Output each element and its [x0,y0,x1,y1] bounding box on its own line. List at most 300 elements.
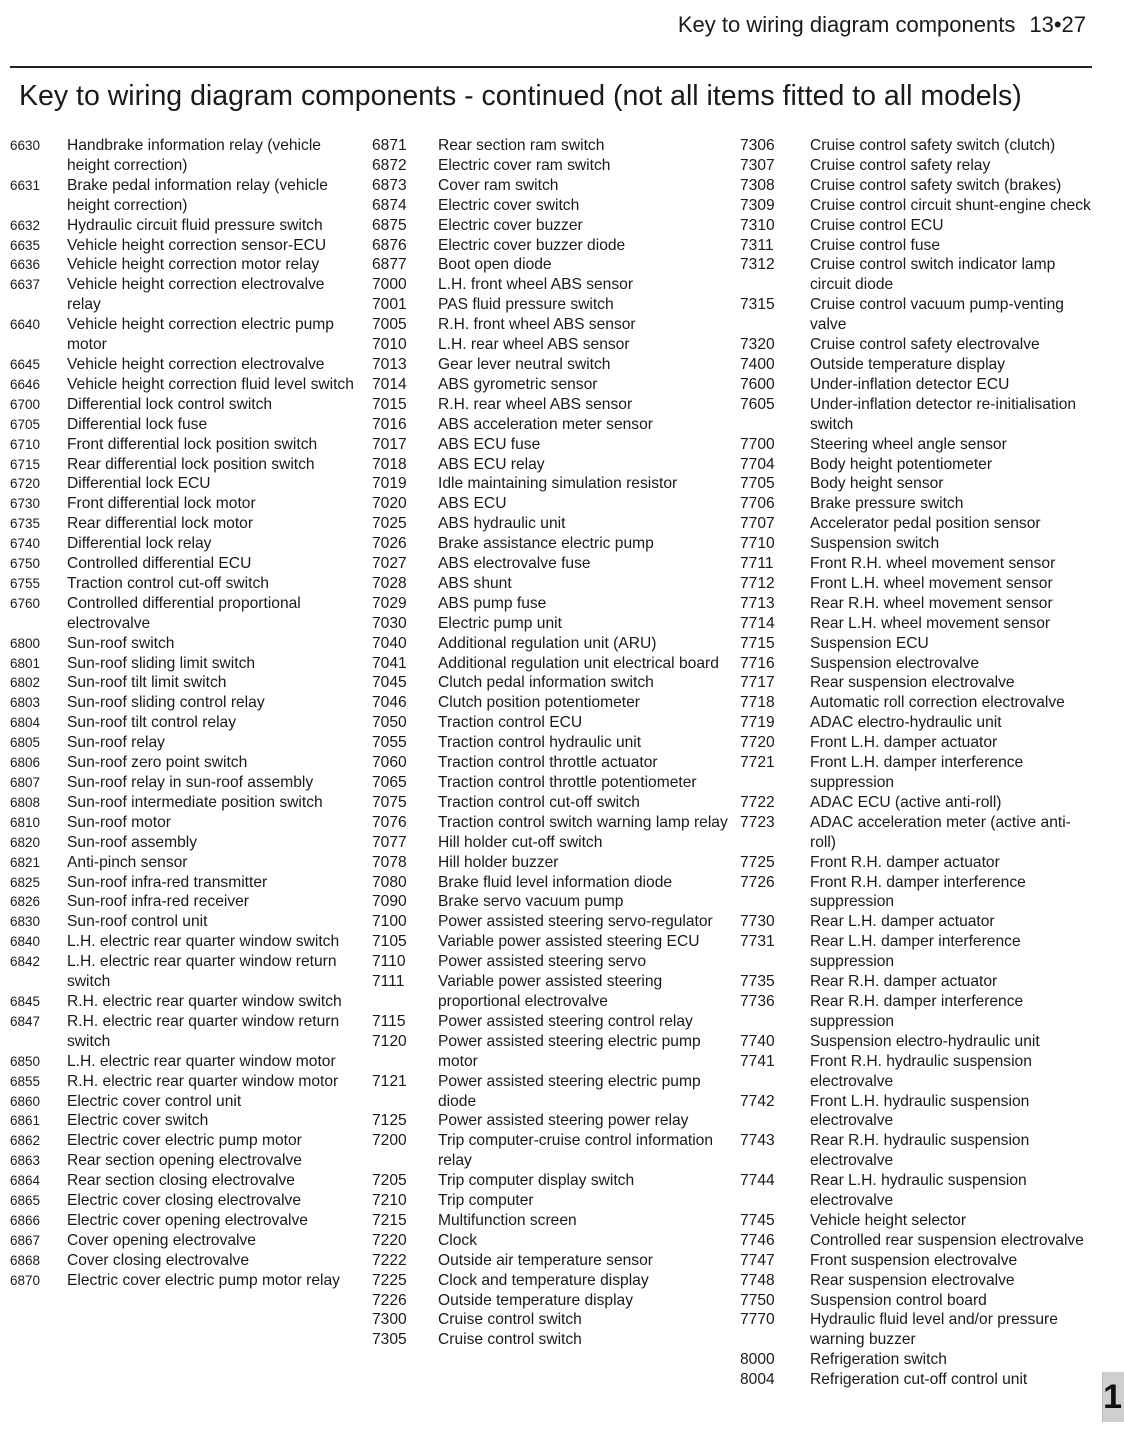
component-entry [10,873,360,893]
component-code: 7716 [740,654,775,672]
component-description: Sun-roof control unit [67,913,208,931]
component-entry [372,574,737,594]
component-description: Automatic roll correction electrovalve [810,694,1065,712]
component-description: Sun-roof switch [67,634,175,652]
component-code: 7030 [372,614,407,632]
component-code: 7748 [740,1271,775,1289]
component-description: Cruise control safety switch (clutch) [810,137,1056,154]
component-entry [372,415,737,435]
component-entry [10,793,360,813]
component-code: 7016 [372,415,407,433]
component-entry [372,1271,737,1291]
component-code: 6806 [10,755,41,771]
component-entry [740,1271,1095,1291]
component-description: Under-inflation detector re-initialisation switch [810,395,1077,433]
component-code: 7721 [740,754,775,772]
component-description: ABS electrovalve fuse [438,555,591,573]
component-description: Power assisted steering servo-regulator [438,913,713,931]
component-description: Brake assistance electric pump [438,535,654,553]
component-entry [10,255,360,275]
component-description: Cover closing electrovalve [67,1251,250,1269]
component-code: 6705 [10,416,41,432]
component-code: 7005 [372,316,407,334]
component-description: Suspension electro-hydraulic unit [810,1032,1040,1050]
component-code: 7726 [740,873,775,891]
component-entry [372,753,737,773]
component-description: Power assisted steering electric pump diode [438,1072,701,1110]
component-code: 6803 [10,695,41,711]
component-description: Clutch position potentiometer [438,694,640,712]
component-description: Traction control hydraulic unit [438,734,642,752]
component-code: 6730 [10,496,41,512]
component-code: 7600 [740,375,775,393]
component-description: Controlled rear suspension electrovalve [810,1231,1084,1249]
component-description: Hydraulic circuit fluid pressure switch [67,216,323,234]
component-description: Clock [438,1231,477,1249]
component-entry [740,554,1095,574]
component-code: 7001 [372,296,407,314]
component-description: Outside air temperature sensor [438,1251,653,1269]
component-entry [10,455,360,475]
component-entry [740,335,1095,355]
component-entry [740,873,1095,913]
component-entry [740,494,1095,514]
component-description: Additional regulation unit (ARU) [438,634,657,652]
component-description: Suspension ECU [810,634,929,652]
component-entry [372,435,737,455]
component-code: 7310 [740,216,775,234]
component-code: 6873 [372,176,407,194]
component-code: 6740 [10,536,41,552]
component-entry [740,1231,1095,1251]
component-entry [740,1310,1095,1350]
component-entry [740,1131,1095,1171]
component-code: 7745 [740,1211,775,1229]
component-code: 7014 [372,375,407,393]
component-code: 6864 [10,1173,41,1189]
component-entry [10,474,360,494]
component-description: Sun-roof intermediate position switch [67,793,323,811]
component-code: 6720 [10,476,41,492]
component-code: 6710 [10,436,41,452]
component-code: 7121 [372,1072,407,1090]
component-entry [372,693,737,713]
component-description: R.H. electric rear quarter window switch [67,992,342,1010]
component-description: Front R.H. wheel movement sensor [810,555,1056,573]
component-code: 7306 [740,137,775,154]
component-code: 7078 [372,853,407,871]
component-code: 7090 [372,893,407,911]
component-entry [372,654,737,674]
component-entry [740,136,1095,156]
component-entry [372,952,737,972]
component-code: 7711 [740,555,774,573]
component-code: 6637 [10,277,41,293]
component-code: 7050 [372,714,407,732]
component-description: Cruise control ECU [810,216,944,234]
component-code: 7706 [740,495,775,513]
component-entry [372,853,737,873]
component-code: 6868 [10,1252,41,1268]
component-code: 7750 [740,1291,775,1309]
component-code: 7722 [740,793,775,811]
component-entry [10,395,360,415]
component-code: 7215 [372,1211,407,1229]
component-description: Cruise control safety switch (brakes) [810,176,1062,194]
component-entry [372,156,737,176]
header-rule [10,66,1092,68]
component-description: Vehicle height correction electric pump motor [67,316,334,354]
component-entry [740,733,1095,753]
component-entry [10,892,360,912]
component-entry [372,1330,737,1350]
component-description: Cruise control switch indicator lamp circuit diode [810,256,1056,294]
component-entry [740,255,1095,295]
component-description: L.H. rear wheel ABS sensor [438,336,630,354]
component-entry [10,136,360,176]
running-header [678,12,1086,38]
component-code: 6715 [10,456,41,472]
component-description: Refrigeration cut-off control unit [810,1371,1028,1389]
component-description: Differential lock ECU [67,475,211,493]
component-entry [10,992,360,1012]
component-entry [10,275,360,315]
component-code: 7077 [372,833,407,851]
component-code: 7744 [740,1172,775,1190]
component-entry [740,614,1095,634]
component-description: Accelerator pedal position sensor [810,515,1041,533]
component-entry [10,554,360,574]
component-entry [10,415,360,435]
component-code: 7210 [372,1192,407,1210]
component-description: Power assisted steering servo [438,953,647,971]
component-description: ABS shunt [438,574,512,592]
component-description: Rear L.H. damper actuator [810,913,995,931]
component-description: Front differential lock motor [67,495,256,513]
component-description: Front L.H. wheel movement sensor [810,574,1053,592]
component-entry [10,1092,360,1112]
component-code: 6855 [10,1073,41,1089]
component-description: Traction control cut-off switch [67,574,269,592]
component-description: R.H. rear wheel ABS sensor [438,395,633,413]
component-code: 6845 [10,993,41,1009]
component-entry [740,793,1095,813]
component-description: Brake fluid level information diode [438,873,673,891]
component-code: 7715 [740,634,775,652]
component-code: 6807 [10,775,41,790]
component-column-3 [740,136,1095,1390]
component-description: Vehicle height correction electrovalve [67,355,325,373]
component-description: Rear section opening electrovalve [67,1152,302,1170]
component-code: 6876 [372,236,407,254]
component-entry [740,1171,1095,1211]
component-code: 6840 [10,934,41,950]
component-entry [740,474,1095,494]
component-entry [372,236,737,256]
component-code: 7018 [372,455,407,473]
component-description: Traction control throttle actuator [438,754,658,772]
component-description: Variable power assisted steering ECU [438,933,700,951]
component-entry [372,395,737,415]
component-description: Hill holder buzzer [438,853,559,871]
component-code: 6870 [10,1272,41,1288]
component-entry [372,594,737,614]
component-column-1 [10,136,360,1291]
component-entry [372,216,737,236]
component-code: 6636 [10,257,41,273]
component-entry [740,355,1095,375]
component-code: 7740 [740,1032,775,1050]
component-code: 6877 [372,256,407,274]
component-description: Clutch pedal information switch [438,674,654,692]
component-entry [10,375,360,395]
component-code: 6805 [10,735,41,751]
component-description: Traction control switch warning lamp relay [438,813,728,831]
component-entry [10,932,360,952]
component-code: 7308 [740,176,775,194]
component-description: Front R.H. damper interference suppression [810,873,1026,911]
component-description: Steering wheel angle sensor [810,435,1007,453]
component-description: ABS gyrometric sensor [438,375,598,393]
component-entry [10,733,360,753]
component-description: Sun-roof tilt control relay [67,714,237,732]
component-code: 7305 [372,1331,407,1349]
component-entry [740,395,1095,435]
component-code: 7025 [372,515,407,533]
component-entry [10,1231,360,1251]
component-entry [740,713,1095,733]
component-code: 6863 [10,1153,41,1169]
component-code: 6635 [10,237,41,253]
component-entry [10,1171,360,1191]
component-entry [10,494,360,514]
component-description: Outside temperature display [810,355,1006,373]
component-description: Electric cover buzzer [438,216,583,234]
component-entry [372,1251,737,1271]
component-entry [10,176,360,216]
component-description: Cover ram switch [438,176,559,194]
component-code: 7065 [372,774,407,791]
running-title: Key to wiring diagram components [677,12,1016,37]
component-description: Rear section ram switch [438,137,605,154]
component-entry [740,1092,1095,1132]
component-code: 6865 [10,1193,41,1209]
component-description: Power assisted steering power relay [438,1112,689,1130]
component-code: 6800 [10,635,41,651]
component-code: 7027 [372,555,407,573]
component-entry [372,255,737,275]
component-code: 7026 [372,535,407,553]
component-entry [10,1191,360,1211]
component-description: Idle maintaining simulation resistor [438,475,678,493]
component-entry [740,1052,1095,1092]
component-description: Additional regulation unit electrical board [438,654,719,672]
component-entry [740,1370,1095,1390]
component-entry [372,494,737,514]
component-code: 7105 [372,933,407,951]
component-description: L.H. electric rear quarter window motor [67,1052,336,1070]
component-description: Rear L.H. wheel movement sensor [810,614,1051,632]
component-entry [10,1111,360,1131]
component-description: Brake pressure switch [810,495,964,513]
component-description: L.H. front wheel ABS sensor [438,276,634,294]
component-code: 7742 [740,1092,775,1110]
component-entry [372,972,737,1012]
component-entry [10,574,360,594]
component-entry [10,952,360,992]
component-code: 7746 [740,1231,775,1249]
component-description: Vehicle height selector [810,1211,967,1229]
component-entry [740,1251,1095,1271]
component-description: Cover opening electrovalve [67,1231,256,1249]
component-entry [10,813,360,833]
component-description: Multifunction screen [438,1211,577,1229]
component-description: Front R.H. damper actuator [810,853,1000,871]
component-entry [372,355,737,375]
component-entry [10,1271,360,1291]
component-entry [10,216,360,236]
component-code: 6646 [10,376,41,392]
component-description: L.H. electric rear quarter window return switch [67,953,337,991]
component-entry [372,912,737,932]
component-description: Rear suspension electrovalve [810,1271,1015,1289]
component-code: 6862 [10,1133,41,1149]
component-description: Cruise control safety electrovalve [810,336,1040,354]
component-entry [740,514,1095,534]
component-description: Front suspension electrovalve [810,1251,1018,1269]
component-entry [372,1171,737,1191]
component-entry [10,912,360,932]
component-description: L.H. electric rear quarter window switch [67,933,340,951]
component-description: Boot open diode [438,256,552,274]
component-entry [740,693,1095,713]
component-description: Front L.H. damper actuator [810,734,998,752]
component-entry [372,932,737,952]
component-description: Rear R.H. wheel movement sensor [810,594,1053,612]
component-entry [372,1231,737,1251]
component-code: 7712 [740,574,775,592]
component-code: 7010 [372,336,407,354]
component-entry [372,375,737,395]
component-description: Suspension switch [810,535,940,553]
component-code: 6860 [10,1093,41,1109]
component-description: Power assisted steering electric pump motor [438,1032,701,1070]
component-description: Rear differential lock motor [67,515,254,533]
component-code: 7226 [372,1291,407,1309]
component-entry [372,713,737,733]
component-code: 7713 [740,594,775,612]
component-entry [740,1350,1095,1370]
component-entry [740,216,1095,236]
component-code: 6830 [10,914,41,930]
component-description: Refrigeration switch [810,1351,947,1369]
component-description: ABS pump fuse [438,594,547,612]
section-tab: 1 [1102,1372,1124,1422]
component-entry [372,136,737,156]
component-description: ADAC acceleration meter (active anti-roll) [810,813,1071,851]
component-code: 6645 [10,356,41,372]
component-entry [10,673,360,693]
component-code: 7045 [372,674,407,692]
component-entry [372,1291,737,1311]
component-entry [740,813,1095,853]
component-description: Suspension control board [810,1291,987,1309]
component-code: 6842 [10,954,41,970]
component-entry [10,236,360,256]
component-code: 7705 [740,475,775,493]
component-code: 6872 [372,156,407,174]
component-description: Variable power assisted steering proportional electrovalve [438,973,663,1010]
component-entry [10,514,360,534]
component-entry [10,594,360,634]
component-code: 7605 [740,395,775,413]
component-code: 6750 [10,556,41,572]
component-description: Electric cover control unit [67,1092,242,1110]
component-code: 7731 [740,933,775,951]
component-description: Clock and temperature display [438,1271,649,1289]
component-description: Rear R.H. damper actuator [810,973,998,991]
component-entry [10,1052,360,1072]
component-entry [740,574,1095,594]
component-code: 6735 [10,516,41,532]
component-description: R.H. electric rear quarter window motor [67,1072,339,1090]
component-entry [10,693,360,713]
component-code: 7222 [372,1251,407,1269]
component-code: 7707 [740,515,775,533]
component-entry [10,713,360,733]
component-code: 6700 [10,396,41,412]
component-description: ABS hydraulic unit [438,515,566,533]
component-description: Sun-roof infra-red transmitter [67,873,268,891]
component-description: Electric cover ram switch [438,156,611,174]
component-code: 7080 [372,873,407,891]
component-description: Traction control throttle potentiometer [438,774,697,791]
component-description: Front differential lock position switch [67,435,318,453]
component-description: Outside temperature display [438,1291,634,1309]
component-entry [372,892,737,912]
component-description: Trip computer-cruise control information relay [438,1132,714,1170]
component-code: 6802 [10,675,41,691]
component-entry [372,474,737,494]
component-description: Sun-roof relay [67,734,165,752]
component-entry [372,1191,737,1211]
component-code: 7717 [740,674,775,692]
component-code: 7710 [740,535,775,553]
component-code: 6760 [10,595,41,611]
component-entry [740,1291,1095,1311]
component-code: 7019 [372,475,407,493]
component-entry [10,355,360,375]
component-entry [372,275,737,295]
component-entry [10,773,360,793]
component-entry [372,1131,737,1171]
component-description: Body height sensor [810,475,944,493]
component-description: Electric cover electric pump motor relay [67,1271,340,1289]
component-entry [740,753,1095,793]
component-code: 7704 [740,455,775,473]
component-code: 7028 [372,574,407,592]
component-entry [372,315,737,335]
component-entry [740,1032,1095,1052]
component-description: Controlled differential proportional electrovalve [67,594,301,632]
component-entry [372,634,737,654]
component-code: 7730 [740,913,775,931]
component-code: 7312 [740,256,775,274]
component-code: 7725 [740,853,775,871]
component-code: 7110 [372,953,406,971]
component-code: 7309 [740,196,775,214]
component-description: Electric pump unit [438,614,562,632]
